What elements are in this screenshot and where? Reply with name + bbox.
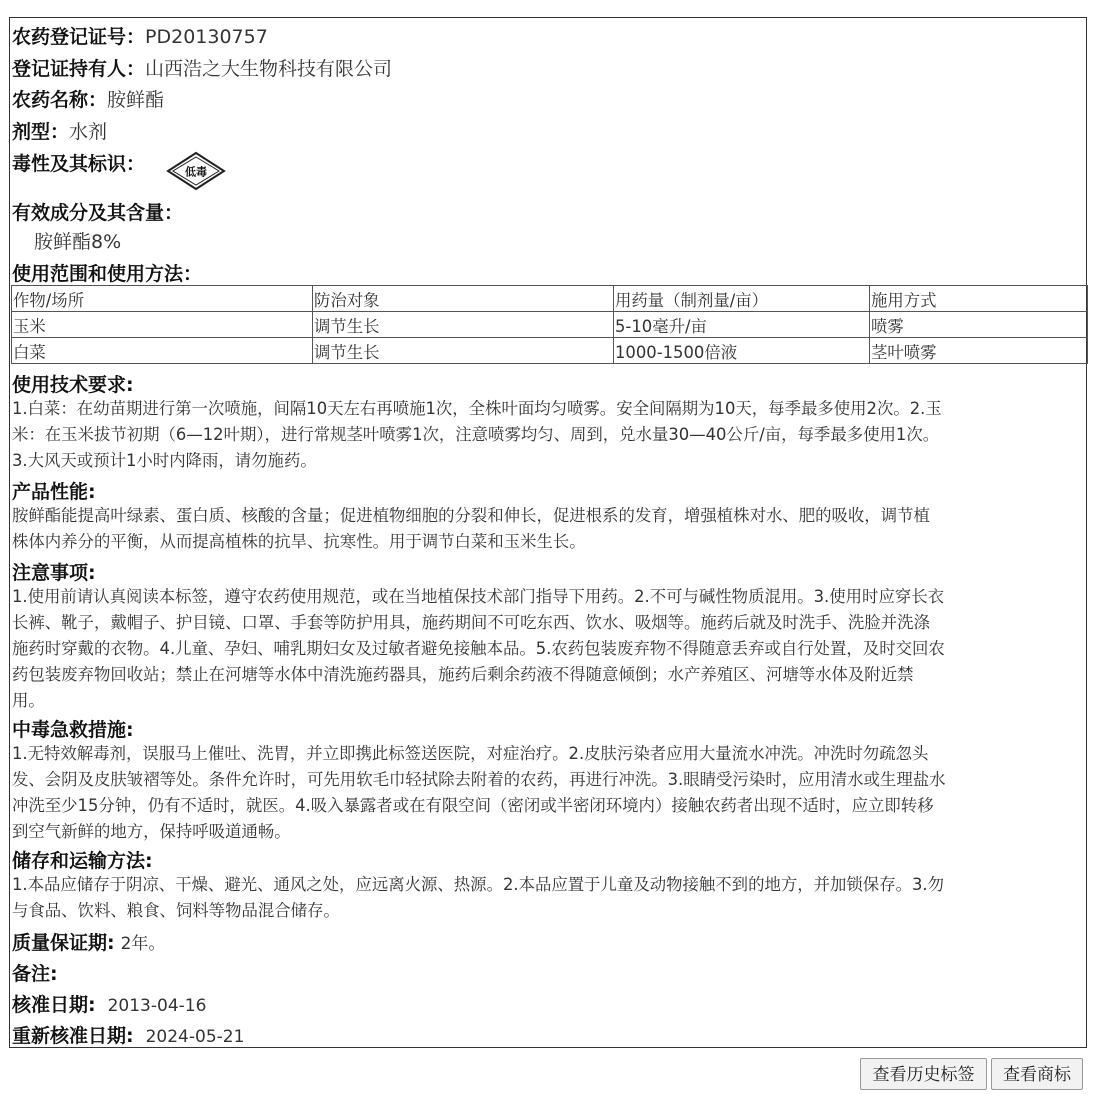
remarks-label: 备注: bbox=[12, 963, 58, 985]
header-crop: 作物/场所 bbox=[12, 286, 313, 312]
pesticide-name-label: 农药名称： bbox=[12, 89, 108, 111]
registration-value: PD20130757 bbox=[145, 26, 268, 48]
pesticide-name-row bbox=[12, 85, 164, 112]
ingredients-label: 有效成分及其含量： bbox=[12, 202, 184, 224]
tech-requirements-heading: 使用技术要求: bbox=[12, 374, 134, 396]
formulation-value: 水剂 bbox=[69, 121, 108, 143]
reapproval-date-value: 2024-05-21 bbox=[145, 1027, 245, 1047]
header-dosage: 用药量（制剂量/亩） bbox=[614, 286, 870, 312]
first-aid-text: 1.无特效解毒剂，误服马上催吐、洗胃，并立即携此标签送医院，对症治疗。2.皮肤污染者应用大量流水冲洗。冲洗时勿疏忽头 发、会阴及皮肤皱褶等处。条件允许时，可先用软毛巾轻拭除去附着的农药，再进行冲洗。3.眼睛受污染时，应用清水或生理盐水 冲洗至少15分钟，仍有不适时，就医。4.吸入暴露者或在有限空间（密闭或半密闭环境内）接触农药者出现不适时，应立即转移 到空气新鲜的地方，保持呼吸道通畅。 bbox=[12, 744, 946, 841]
performance-heading: 产品性能: bbox=[12, 481, 96, 503]
storage-heading: 储存和运输方法: bbox=[12, 850, 153, 872]
reapproval-date-row bbox=[12, 1021, 244, 1048]
precautions-heading: 注意事项: bbox=[12, 562, 96, 584]
registration-label: 农药登记证号： bbox=[12, 26, 146, 48]
approval-date-label: 核准日期: bbox=[12, 994, 96, 1016]
cell-dosage: 5-10毫升/亩 bbox=[614, 312, 870, 338]
shelf-life-row bbox=[12, 928, 165, 955]
tech-requirements-text: 1.白菜：在幼苗期进行第一次喷施，间隔10天左右再喷施1次，全株叶面均匀喷雾。安全间隔期为10天，每季最多使用2次。2.玉 米：在玉米拔节初期（6—12叶期），进行常规茎叶喷雾1次，注意喷雾均匀、周到，兑水量30—40公斤/亩，每季最多使用1次。 3.大风天或预计1小时内降雨，请勿施药。 bbox=[12, 399, 942, 470]
ingredients-row bbox=[12, 198, 183, 225]
toxicity-row bbox=[12, 149, 145, 176]
formulation-row bbox=[12, 117, 107, 144]
performance-text: 胺鲜酯能提高叶绿素、蛋白质、核酸的含量；促进植物细胞的分裂和伸长，促进根系的发育，增强植株对水、肥的吸收，调节植 株体内养分的平衡，从而提高植株的抗旱、抗寒性。用于调节白菜和玉米生长。 bbox=[12, 506, 930, 551]
pesticide-name-value: 胺鲜酯 bbox=[107, 89, 165, 111]
remarks-row bbox=[12, 959, 58, 986]
cell-crop: 玉米 bbox=[12, 312, 313, 338]
cell-method: 喷雾 bbox=[870, 312, 1088, 338]
cell-target: 调节生长 bbox=[313, 312, 614, 338]
toxicity-label: 毒性及其标识： bbox=[12, 153, 146, 175]
usage-row bbox=[12, 259, 202, 286]
usage-table bbox=[11, 285, 1088, 364]
cell-crop: 白菜 bbox=[12, 338, 313, 364]
registration-row bbox=[12, 22, 268, 49]
shelf-life-value: 2年。 bbox=[120, 934, 166, 954]
view-trademark-button[interactable]: 查看商标 bbox=[991, 1058, 1083, 1090]
low-toxicity-diamond-icon bbox=[166, 151, 226, 191]
holder-row bbox=[12, 54, 392, 81]
table-row bbox=[12, 338, 1088, 364]
cell-dosage: 1000-1500倍液 bbox=[614, 338, 870, 364]
header-method: 施用方式 bbox=[870, 286, 1088, 312]
precautions-text: 1.使用前请认真阅读本标签，遵守农药使用规范，或在当地植保技术部门指导下用药。2.不可与碱性物质混用。3.使用时应穿长衣 长裤、靴子，戴帽子、护目镜、口罩、手套等防护用具，施药期间不可吃东西、饮水、吸烟等。施药后就及时洗手、洗脸并洗涤 施药时穿戴的衣物。4.儿童、孕妇、哺乳期妇女及过敏者避免接触本品。5.农药包装废弃物不得随意丢弃或自行处置，及时交回农 药包装废弃物回收站；禁止在河塘等水体中清洗施药器具，施药后剩余药液不得随意倾倒；水产养殖区、河塘等水体及附近禁 用。 bbox=[12, 587, 945, 710]
ingredients-value: 胺鲜酯8% bbox=[34, 231, 122, 253]
usage-table-header bbox=[12, 286, 1088, 312]
approval-date-value: 2013-04-16 bbox=[107, 996, 207, 1016]
holder-label: 登记证持有人： bbox=[12, 58, 146, 80]
label-info-panel bbox=[9, 17, 1087, 1048]
formulation-label: 剂型： bbox=[12, 121, 70, 143]
view-history-label-button[interactable]: 查看历史标签 bbox=[860, 1058, 987, 1090]
cell-method: 茎叶喷雾 bbox=[870, 338, 1088, 364]
table-row bbox=[12, 312, 1088, 338]
first-aid-heading: 中毒急救措施: bbox=[12, 719, 134, 741]
usage-label: 使用范围和使用方法： bbox=[12, 263, 203, 285]
cell-target: 调节生长 bbox=[313, 338, 614, 364]
storage-text: 1.本品应储存于阴凉、干燥、避光、通风之处，应远离火源、热源。2.本品应置于儿童及动物接触不到的地方，并加锁保存。3.勿 与食品、饮料、粮食、饲料等物品混合储存。 bbox=[12, 875, 945, 920]
holder-value: 山西浩之大生物科技有限公司 bbox=[145, 58, 393, 80]
header-target: 防治对象 bbox=[313, 286, 614, 312]
approval-date-row bbox=[12, 990, 206, 1017]
reapproval-date-label: 重新核准日期: bbox=[12, 1025, 134, 1047]
toxicity-badge-text: 低毒 bbox=[185, 165, 207, 179]
shelf-life-label: 质量保证期: bbox=[12, 932, 115, 954]
